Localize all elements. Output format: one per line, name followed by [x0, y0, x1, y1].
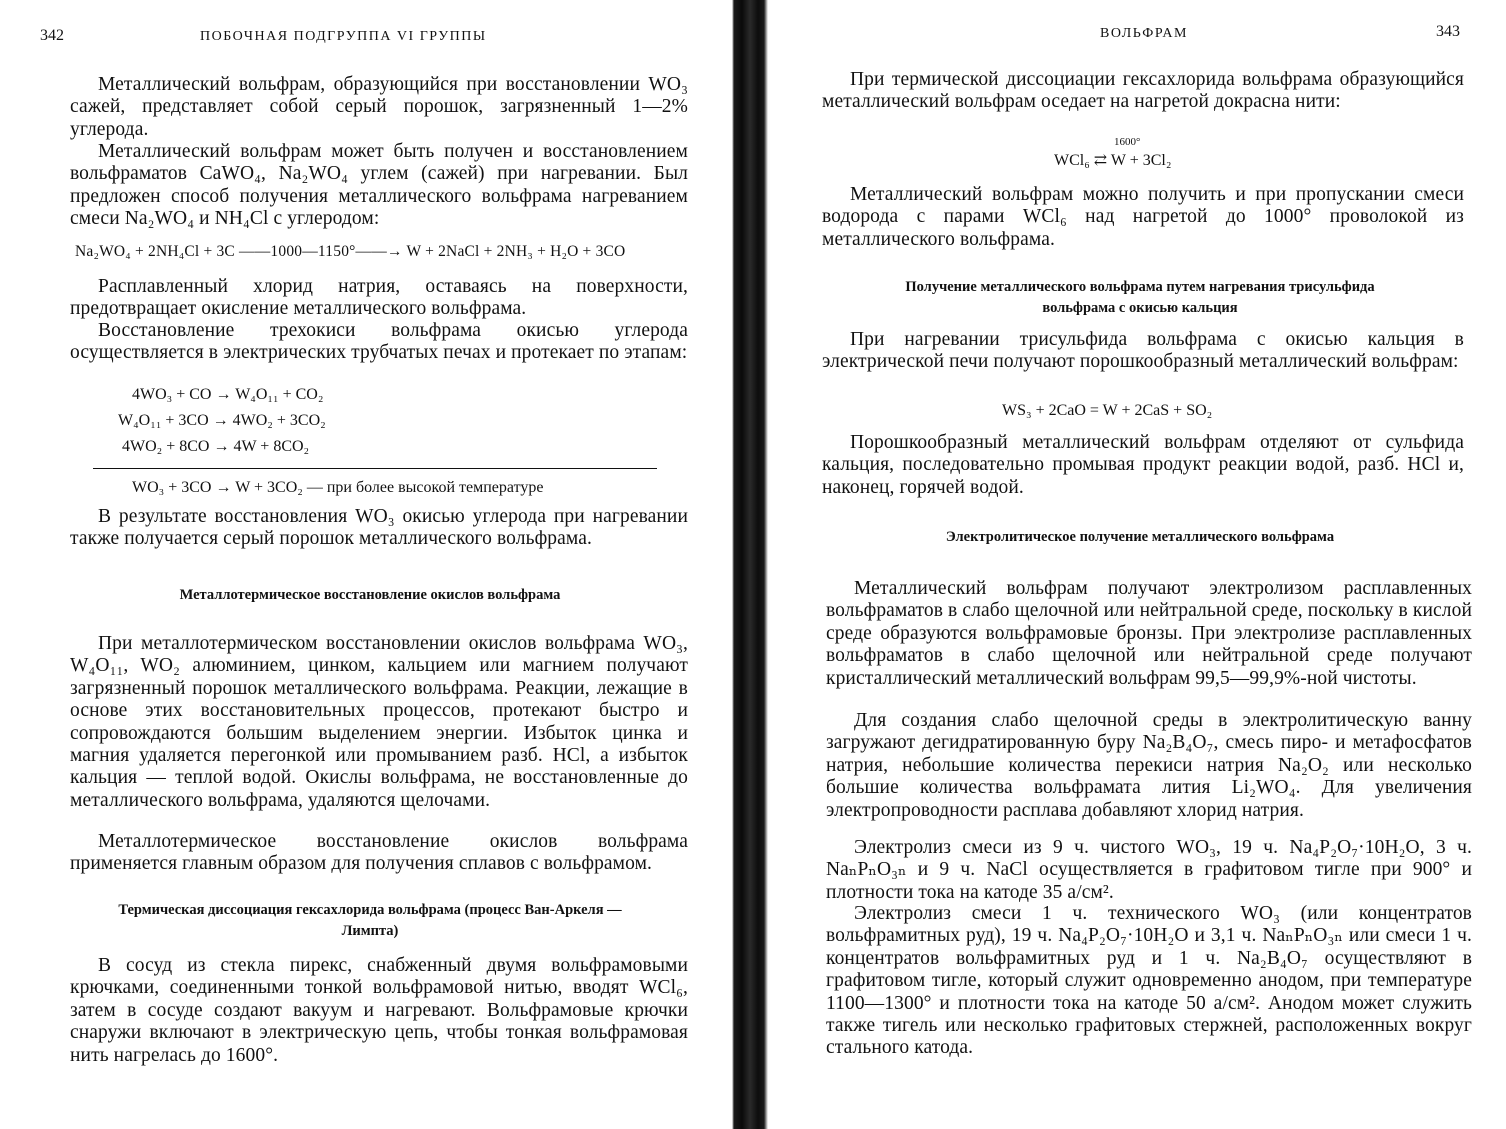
section-heading: Термическая диссоциация гексахлорида вольфрама (процесс Ван-Аркеля — Лимпта): [118, 902, 622, 939]
equation-step-3: 4WO₂ + 8CO → 4W + 8CO₂: [122, 438, 310, 455]
equation: [75, 243, 705, 261]
running-head: ВОЛЬФРАМ: [1100, 26, 1188, 41]
equation-condition: 1600°: [1114, 136, 1141, 148]
paragraph: Металлический вольфрам, образующийся при восстановлении WO₃ сажей, представляет собой серый порошок, загрязненный 1—2% углерода.: [70, 74, 688, 140]
equation: WS₃ + 2CaO = W + 2CaS + SO₂: [1002, 402, 1213, 419]
paragraph: Металлотермическое восстановление окислов вольфрама применяется главным образом для получения сплавов с вольфрамом.: [70, 831, 688, 875]
left-page: [0, 0, 728, 1129]
page-number: 342: [40, 27, 64, 44]
section-heading: Получение металлического вольфрама путем нагревания трисульфида вольфрама с окисью кальция: [905, 279, 1375, 316]
book-spine: [728, 0, 770, 1129]
paragraph: При металлотермическом восстановлении окислов вольфрама WO₃, W₄O₁₁, WO₂ алюминием, цинком, кальцием или магнием получают загрязненный порошок металлического вольфрама. Реакции, лежащие в основе этих восстановительных процессов, протекают быстро и сопровождаются большим выделением энергии. Избыток цинка и магния удаляется перегонкой или промыванием разб. HCl, а избыток кальция — теплой водой. Окислы вольфрама, не восстановленные до металлического вольфрама, удаляются щелочами.: [70, 633, 688, 811]
paragraph: Металлический вольфрам может быть получен и восстановлением вольфраматов CaWO₄, Na₂WO₄ углем (сажей) при нагревании. Был предложен способ получения металлического вольфрама нагреванием смеси Na₂WO₄ и NH₄Cl с углеродом:: [70, 141, 688, 230]
section-heading: Электролитическое получение металлического вольфрама: [945, 529, 1335, 545]
paragraph: При термической диссоциации гексахлорида вольфрама образующийся металлический вольфрам оседает на нагретой докрасна нити:: [822, 69, 1464, 113]
paragraph: Порошкообразный металлический вольфрам отделяют от сульфида кальция, последовательно промывая продукт реакции водой, разб. HCl и, наконец, горячей водой.: [822, 432, 1464, 498]
paragraph: Электролиз смеси 1 ч. технического WO₃ (или концентратов вольфрамитных руд), 19 ч. Na₄P₂O₇·10H₂O и 3,1 ч. NaₙPₙO₃ₙ или смеси 1 ч. концентратов вольфрамитных руд и 1 ч. Na₂B₄O₇ осуществляют в графитовом тигле, который служит одновременно анодом, при температуре 1100—1300° и плотности тока на катоде 50 а/см². Анодом может служить также тигель или несколько графитовых стержней, расположенных вокруг стального катода.: [826, 903, 1472, 1059]
paragraph: Металлический вольфрам можно получить и при пропускании смеси водорода с парами WCl₆ над нагретой до 1000° проволокой из металлического вольфрама.: [822, 184, 1464, 250]
paragraph: В сосуд из стекла пирекс, снабженный двумя вольфрамовыми крючками, соединенными тонкой вольфрамовой нитью, вводят WCl₆, затем в сосуде создают вакуум и нагревают. Вольфрамовые крючки снаружи включают в электрическую цепь, чтобы тонкая вольфрамовая нить нагрелась до 1600°.: [70, 955, 688, 1066]
right-page: [770, 0, 1506, 1129]
equation-step-2: W₄O₁₁ + 3CO → 4WO₂ + 3CO₂: [118, 412, 326, 429]
paragraph: Восстановление трехокиси вольфрама окисью углерода осуществляется в электрических трубчатых печах и протекает по этапам:: [70, 320, 688, 364]
paragraph: Электролиз смеси из 9 ч. чистого WO₃, 19 ч. Na₄P₂O₇·10H₂O, 3 ч. NaₙPₙO₃ₙ и 9 ч. NaCl осуществляется в графитовом тигле при 900° и плотности тока на катоде 35 а/см².: [826, 837, 1472, 903]
paragraph: Расплавленный хлорид натрия, оставаясь на поверхности, предотвращает окисление металлического вольфрама.: [70, 276, 688, 320]
equation-step-1: 4WO₃ + CO → W₄O₁₁ + CO₂: [132, 386, 324, 403]
section-heading: Металлотермическое восстановление окислов вольфрама: [179, 587, 561, 603]
page-number: 343: [1436, 23, 1460, 40]
paragraph: Металлический вольфрам получают электролизом расплавленных вольфраматов в слабо щелочной или нейтральной среде, поскольку в кислой среде образуются вольфрамовые бронзы. При электролизе расплавленных вольфраматов в слабо щелочной или нейтральной среде получают кристаллический металлический вольфрам 99,5—99,9%-ной чистоты.: [826, 578, 1472, 689]
paragraph: Для создания слабо щелочной среды в электролитическую ванну загружают дегидратированную буру Na₂B₄O₇, смесь пиро- и метафосфатов натрия, небольшие количества перекиси натрия Na₂O₂ или несколько большие количества вольфрамата лития Li₂WO₄. Для увеличения электропроводности расплава добавляют хлорид натрия.: [826, 710, 1472, 821]
paragraph: В результате восстановления WO₃ окисью углерода при нагревании также получается серый порошок металлического вольфрама.: [70, 506, 688, 550]
equation-text: WCl₆ ⇄ W + 3Cl₂: [1054, 152, 1172, 169]
running-head: ПОБОЧНАЯ ПОДГРУППА VI ГРУППЫ: [200, 29, 487, 44]
equation-text: Na₂WO₄ + 2NH₄Cl + 3C ——1000—1150°——→ W + 2NaCl + 2NH₃ + H₂O + 3CO: [75, 243, 626, 260]
sum-rule: [93, 468, 657, 469]
equation-sum: WO₃ + 3CO → W + 3CO₂ — при более высокой температуре: [132, 479, 544, 496]
paragraph: При нагревании трисульфида вольфрама с окисью кальция в электрической печи получают порошкообразный металлический вольфрам:: [822, 329, 1464, 373]
equation: [1054, 150, 1171, 170]
